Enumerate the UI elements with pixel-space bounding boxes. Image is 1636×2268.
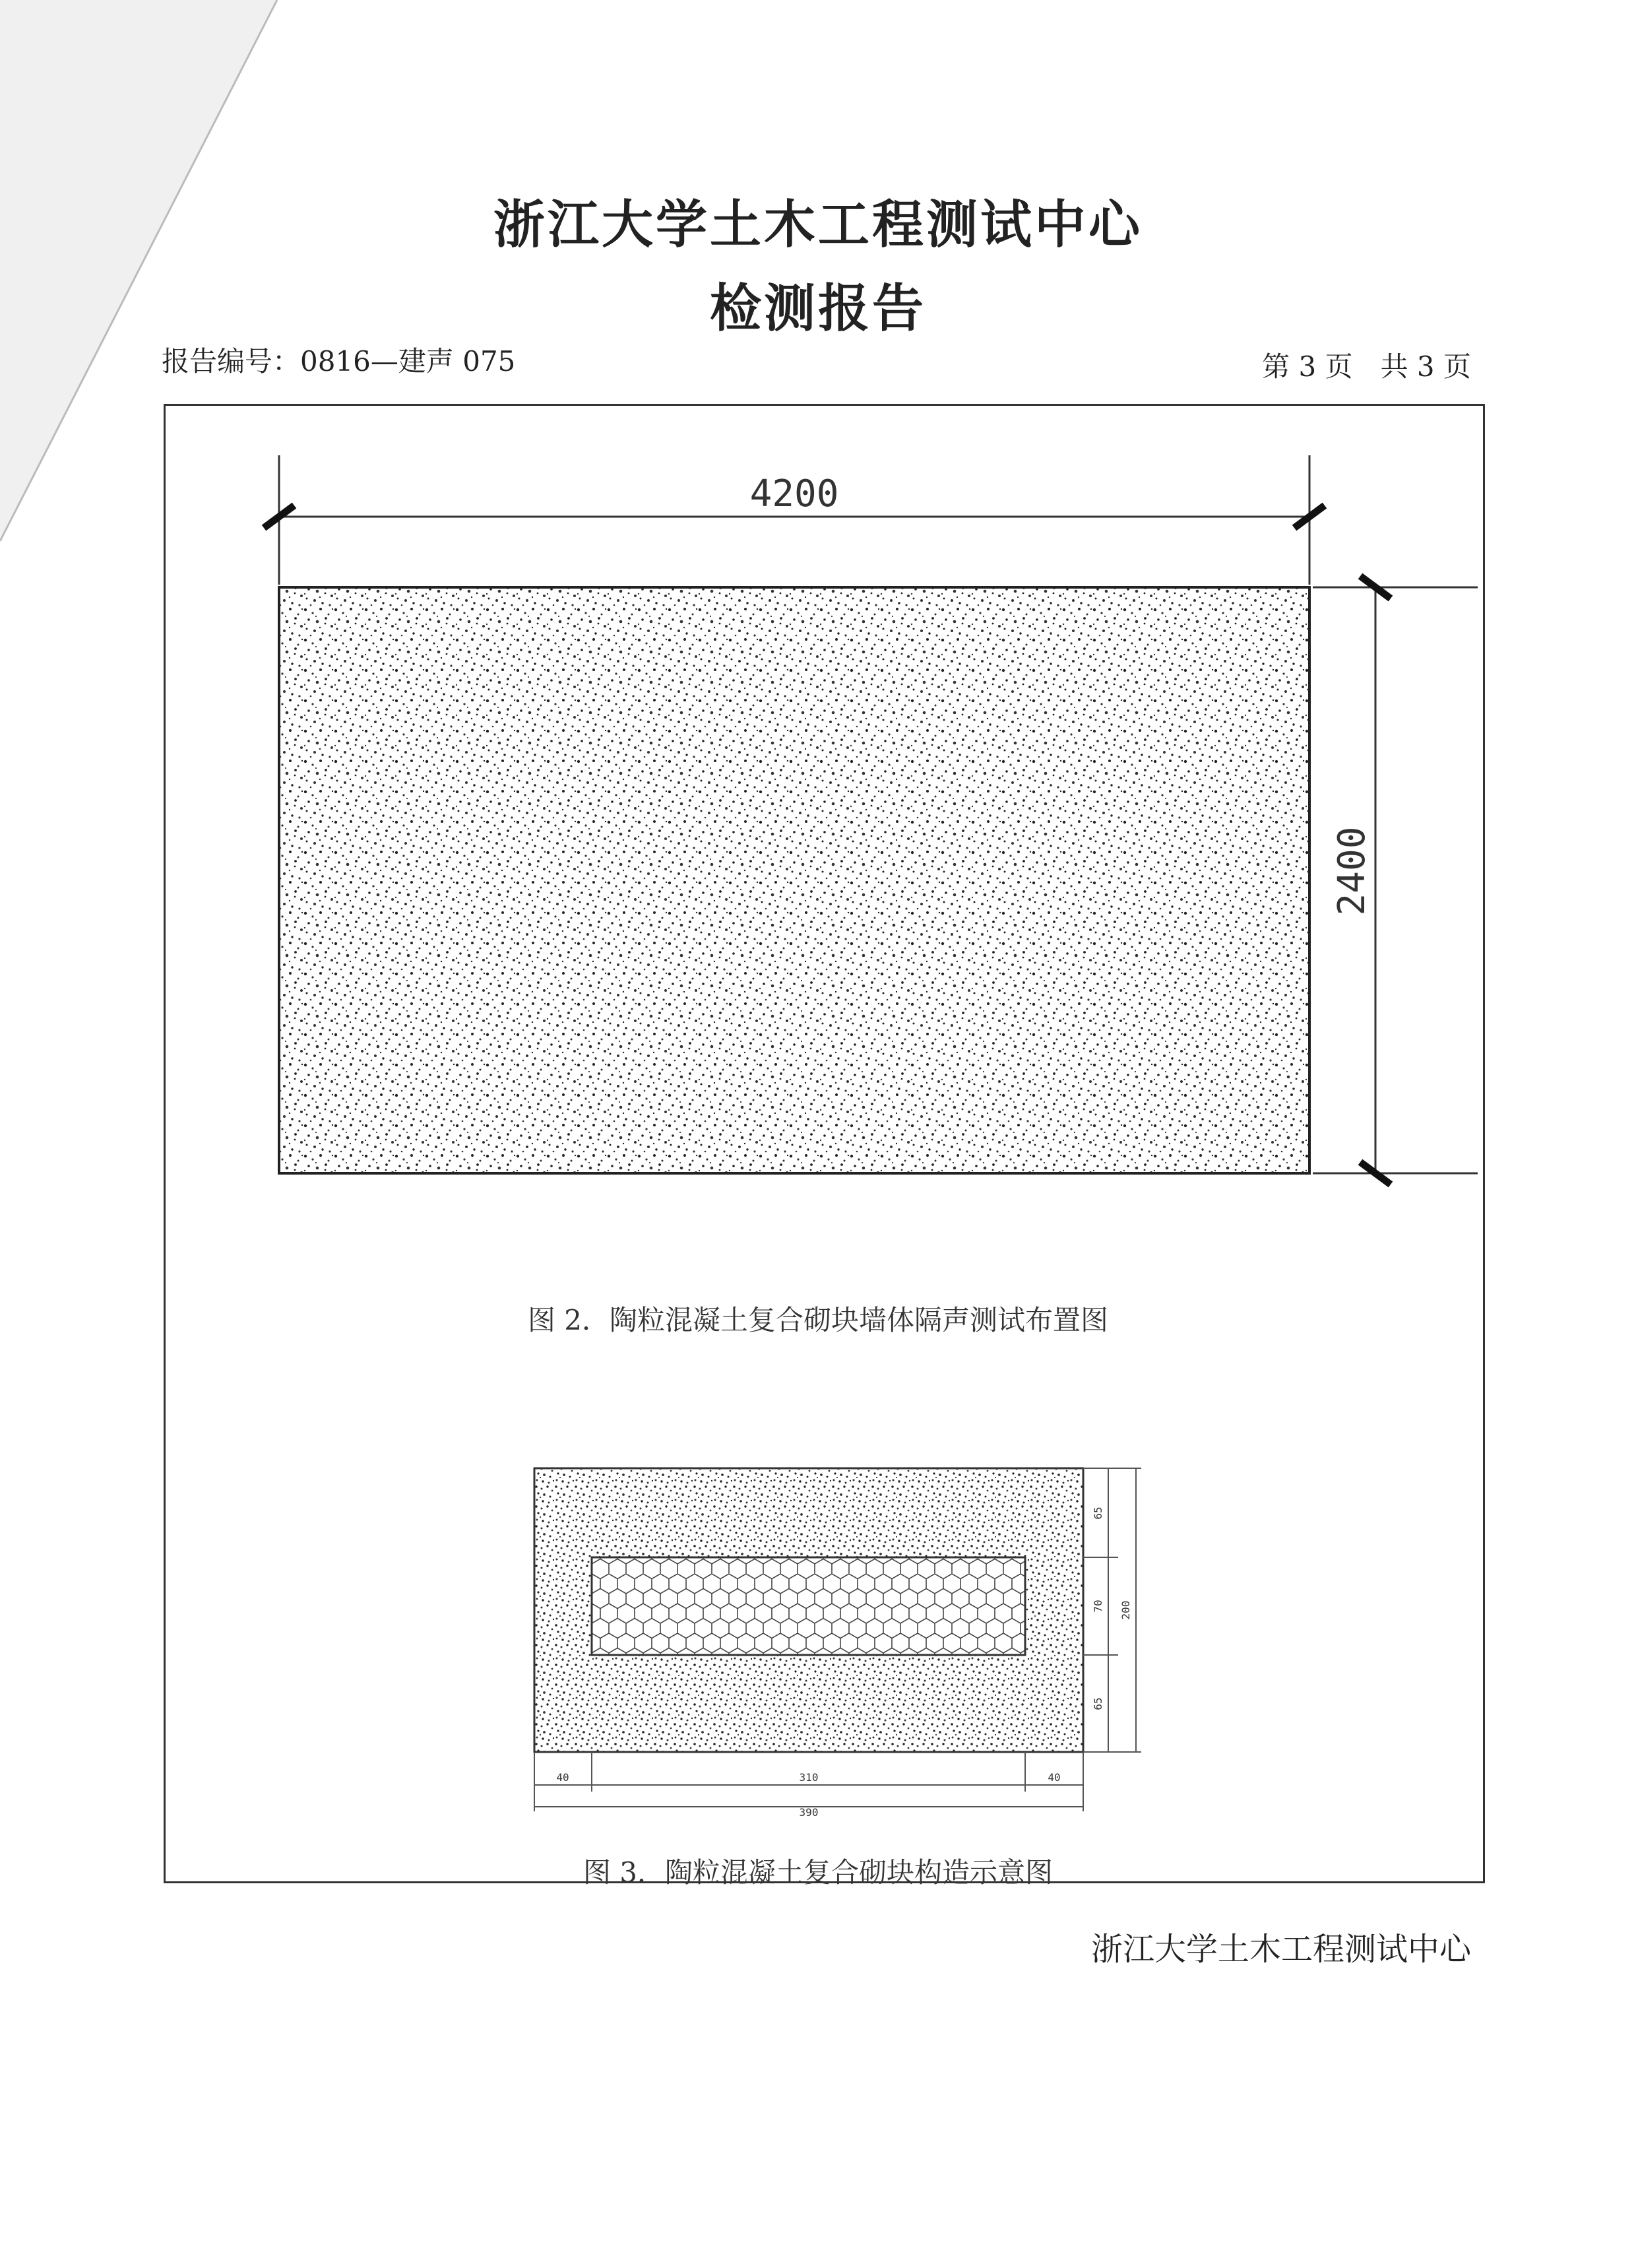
dim-center-label: 310 xyxy=(799,1771,819,1784)
report-number: 报告编号：0816—建声 075 xyxy=(162,345,516,377)
footer-org-name: 浙江大学土木工程测试中心 xyxy=(1090,1931,1471,1968)
dim-right-label: 40 xyxy=(1048,1771,1061,1784)
figure-3-caption: 图 3．陶粒混凝土复合砌块构造示意图 xyxy=(582,1856,1054,1889)
dim-total-width-label: 390 xyxy=(799,1806,819,1819)
wall-panel xyxy=(279,587,1309,1173)
figure-3-block-section xyxy=(534,1468,1141,1819)
figure-2-caption: 图 2．陶粒混凝土复合砌块墙体隔声测试布置图 xyxy=(527,1304,1109,1336)
insulation-core xyxy=(592,1557,1025,1655)
org-title: 浙江大学土木工程测试中心 xyxy=(493,195,1143,255)
dim-total-height-label: 200 xyxy=(1119,1600,1132,1620)
dim-left-label: 40 xyxy=(556,1771,569,1784)
dim-middle-label: 70 xyxy=(1092,1600,1104,1613)
dim-top-label: 65 xyxy=(1092,1507,1104,1520)
figure-2-wall-layout xyxy=(264,455,1478,1184)
dim-width-label: 4200 xyxy=(749,472,839,515)
page-info: 第 3 页 共 3 页 xyxy=(1262,350,1471,383)
dim-height-label: 2400 xyxy=(1331,826,1373,916)
doc-title: 检测报告 xyxy=(709,278,926,339)
dim-bottom-label: 65 xyxy=(1092,1697,1104,1710)
